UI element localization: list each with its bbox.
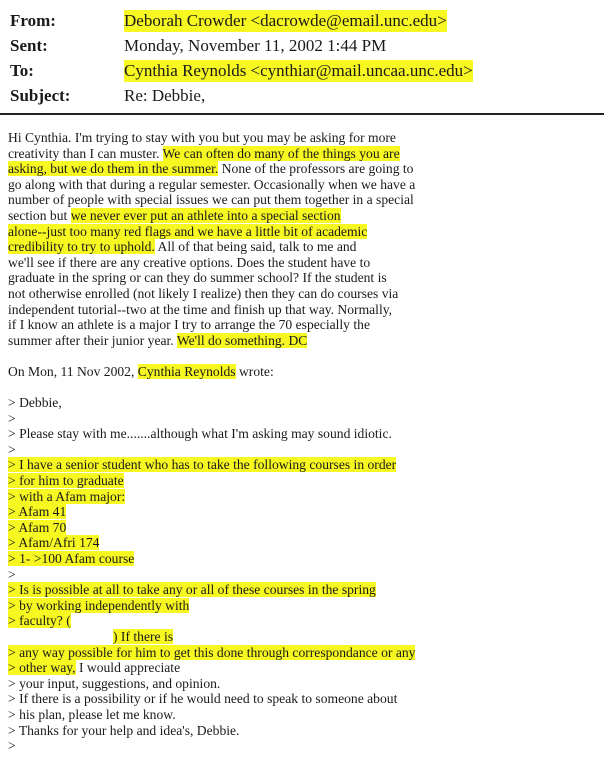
highlighted-text: > by working independently with: [8, 597, 190, 613]
header-divider: [0, 113, 604, 115]
quoted-line: > Please stay with me.......although what I'm asking may sound idiotic.: [8, 426, 392, 442]
highlighted-text: > Afam/Afri 174: [8, 535, 100, 551]
body-line: section but we never ever put an athlete into a special section: [8, 207, 341, 223]
quoted-line: [8, 582, 598, 598]
quoted-line: > If there is a possibility or if he would need to speak to someone about: [8, 691, 398, 707]
quoted-line: > his plan, please let me know.: [8, 706, 176, 722]
body-line: graduate in the spring or can they do summer school? If the student is: [8, 270, 387, 286]
quoted-line: >: [8, 441, 16, 457]
quoted-line: > other way, I would appreciate: [8, 660, 181, 676]
highlighted-text: > with a Afam major:: [8, 488, 126, 504]
quoted-line: [8, 504, 598, 520]
message-body: [8, 130, 598, 754]
from-value: Deborah Crowder <dacrowde@email.unc.edu>: [124, 11, 447, 30]
body-line: credibility to try to uphold. All of that being said, talk to me and: [8, 239, 357, 255]
highlighted-text: > for him to graduate: [8, 473, 124, 489]
quoted-line: >: [8, 410, 16, 426]
quoted-line: > your input, suggestions, and opinion.: [8, 675, 221, 691]
to-value: Cynthia Reynolds <cynthiar@mail.uncaa.unc.edu>: [124, 61, 473, 80]
highlighted-text: > faculty? (: [8, 613, 71, 629]
quoted-line: [8, 457, 598, 473]
quoted-line: [8, 489, 598, 505]
quoted-line: >: [8, 566, 16, 582]
highlighted-text: we never ever put an athlete into a special section: [70, 207, 341, 223]
highlighted-text: > Afam 70: [8, 519, 67, 535]
subject-value: Re: Debbie,: [124, 86, 206, 105]
body-line: asking, but we do them in the summer. None of the professors are going to: [8, 161, 414, 177]
body-line: go along with that during a regular semester. Occasionally when we have a: [8, 176, 416, 192]
sent-value: Monday, November 11, 2002 1:44 PM: [124, 36, 387, 55]
quoted-line: [8, 629, 598, 645]
highlighted-text: > other way,: [8, 660, 76, 676]
body-line: Hi Cynthia. I'm trying to stay with you but you may be asking for more: [8, 130, 396, 145]
body-line: we'll see if there are any creative options. Does the student have to: [8, 254, 371, 270]
to-label: To:: [10, 61, 34, 80]
quoted-line: >: [8, 738, 16, 754]
highlighted-text: alone--just too many red flags and we have a little bit of academic: [8, 223, 368, 239]
quote-intro: On Mon, 11 Nov 2002, Cynthia Reynolds wrote:: [8, 363, 274, 379]
body-line: if I know an athlete is a major I try to arrange the 70 especially the: [8, 317, 370, 333]
subject-label: Subject:: [10, 86, 71, 105]
highlighted-text: > Afam 41: [8, 504, 67, 520]
body-line: independent tutorial--two at the time and finish up that way. Normally,: [8, 301, 393, 317]
quoted-line: [8, 520, 598, 536]
highlighted-text: credibility to try to uphold.: [8, 239, 155, 255]
highlighted-text: > 1- >100 Afam course: [8, 551, 135, 567]
highlighted-text: > Is is possible at all to take any or all of these courses in the spring: [8, 582, 376, 598]
sender-name: Cynthia Reynolds: [137, 363, 236, 379]
quoted-line: > Thanks for your help and idea's, Debbie.: [8, 722, 240, 738]
sent-label: Sent:: [10, 36, 48, 55]
body-line: number of people with special issues we can put them together in a special: [8, 192, 414, 208]
body-line: not otherwise enrolled (not likely I realize) then they can do courses via: [8, 285, 399, 301]
quoted-line: [8, 598, 598, 614]
body-line: summer after their junior year. We'll do something. DC: [8, 332, 308, 348]
highlighted-text: We'll do something. DC: [176, 332, 308, 348]
quoted-line: [8, 473, 598, 489]
quoted-line: [8, 535, 598, 551]
body-line: [8, 224, 598, 240]
highlighted-text: asking, but we do them in the summer.: [8, 161, 219, 177]
from-label: From:: [10, 11, 56, 30]
quoted-line: [8, 551, 598, 567]
quoted-line: [8, 645, 598, 661]
highlighted-text: > I have a senior student who has to take the following courses in order: [8, 457, 397, 473]
quoted-line: > Debbie,: [8, 395, 62, 411]
quoted-line: [8, 613, 598, 629]
highlighted-text: ) If there is: [113, 629, 174, 644]
highlighted-text: > any way possible for him to get this done through correspondance or any: [8, 644, 416, 660]
highlighted-text: We can often do many of the things you are: [162, 145, 400, 161]
body-line: creativity than I can muster. We can often do many of the things you are: [8, 145, 400, 161]
